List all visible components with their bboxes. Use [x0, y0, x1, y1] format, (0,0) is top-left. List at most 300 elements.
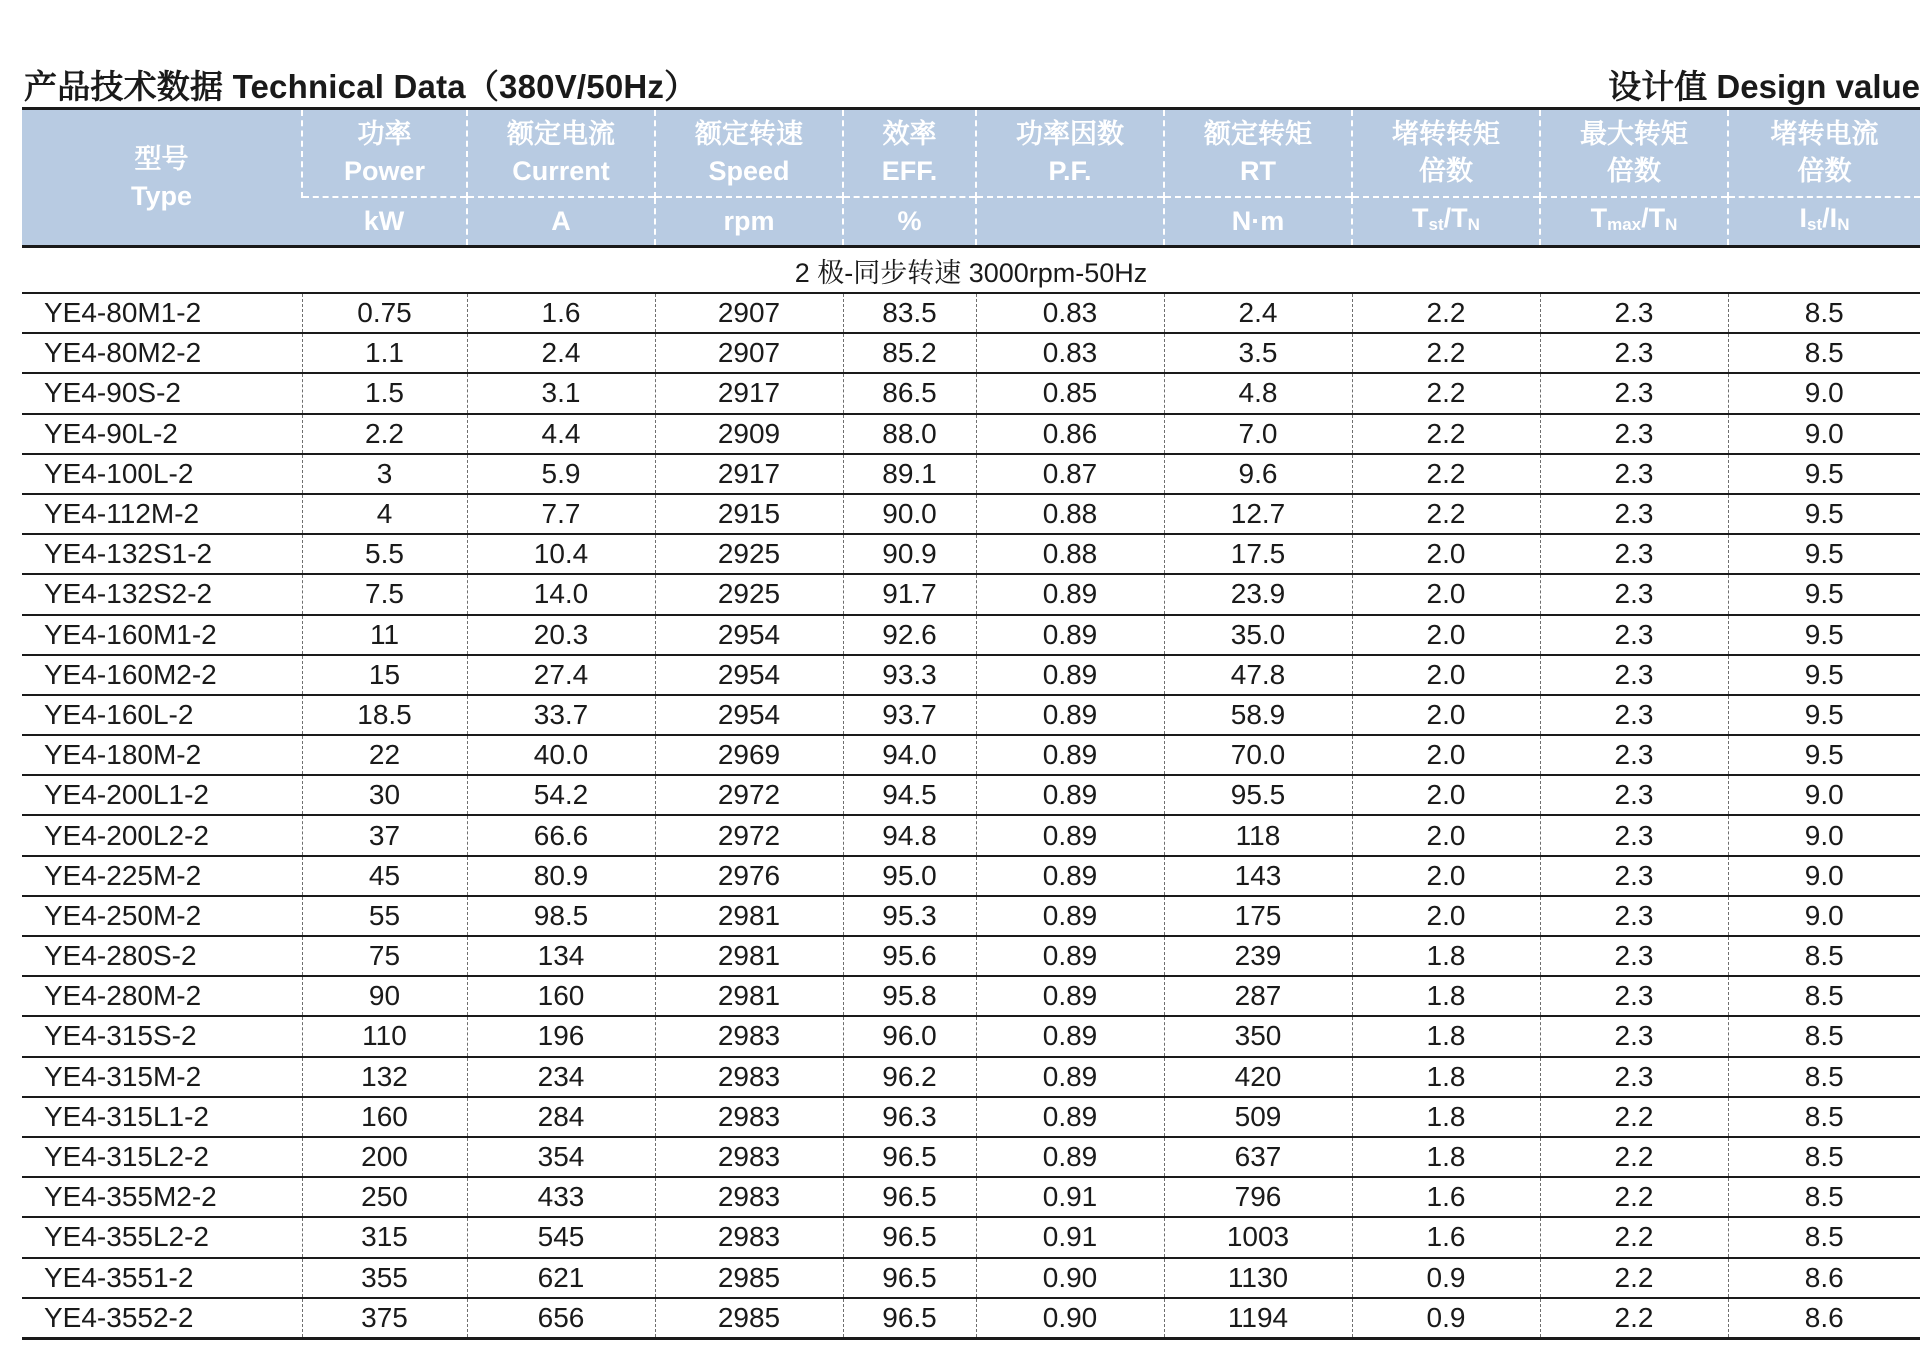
cell-power-factor: 0.89 — [976, 775, 1164, 815]
cell-efficiency-pct: 95.8 — [843, 976, 976, 1016]
cell-rated-torque: 143 — [1164, 856, 1352, 896]
col-header-locked-current-en: 倍数 — [1797, 156, 1852, 186]
table-row — [22, 293, 1920, 333]
cell-locked-current-ratio: 9.5 — [1728, 615, 1920, 655]
cell-rated-torque: 1130 — [1164, 1258, 1352, 1298]
cell-rated-torque: 58.9 — [1164, 695, 1352, 735]
cell-rated-torque: 637 — [1164, 1137, 1352, 1177]
cell-model-type: YE4-160M1-2 — [22, 615, 302, 655]
cell-efficiency-pct: 96.5 — [843, 1177, 976, 1217]
table-row — [22, 373, 1920, 413]
cell-rated-torque: 1003 — [1164, 1217, 1352, 1257]
cell-speed-rpm: 2954 — [655, 615, 843, 655]
cell-max-torque-ratio: 2.3 — [1540, 615, 1728, 655]
unit-locked-current-sub1: st — [1807, 215, 1823, 234]
cell-efficiency-pct: 94.0 — [843, 735, 976, 775]
cell-model-type: YE4-3552-2 — [44, 1301, 194, 1333]
cell-locked-torque-ratio: 2.2 — [1352, 454, 1540, 494]
cell-speed-rpm: 2907 — [655, 333, 843, 373]
cell-current-a: 5.9 — [467, 454, 655, 494]
col-header-max-torque — [1540, 109, 1728, 198]
cell-locked-current-ratio: 8.6 — [1728, 1258, 1920, 1298]
cell-speed-rpm: 2954 — [655, 695, 843, 735]
cell-max-torque-ratio: 2.2 — [1540, 1258, 1728, 1298]
technical-data-table — [22, 107, 1920, 1340]
cell-rated-torque: 350 — [1164, 1016, 1352, 1056]
cell-efficiency-pct: 96.5 — [843, 1298, 976, 1339]
col-header-efficiency-en: EFF. — [881, 156, 938, 186]
table-row — [22, 534, 1920, 574]
unit-locked-torque — [1352, 197, 1540, 247]
cell-speed-rpm: 2972 — [655, 815, 843, 855]
cell-model-type: YE4-280S-2 — [22, 936, 302, 976]
data-rows — [22, 293, 1920, 1338]
cell-locked-torque-ratio: 2.0 — [1352, 775, 1540, 815]
unit-rated-torque: N·m — [1164, 197, 1352, 247]
cell-current-a: 7.7 — [467, 494, 655, 534]
cell-efficiency-pct: 89.1 — [843, 454, 976, 494]
col-header-power-en: Power — [343, 156, 426, 186]
cell-locked-current-ratio: 8.5 — [1728, 1177, 1920, 1217]
technical-data-sheet — [22, 55, 1920, 1340]
cell-current-a: 433 — [467, 1177, 655, 1217]
col-header-locked-torque-en: 倍数 — [1419, 156, 1473, 186]
cell-power-kw: 160 — [302, 1097, 467, 1137]
cell-model-type: YE4-132S1-2 — [22, 534, 302, 574]
col-header-power-factor-en: P.F. — [1048, 156, 1092, 186]
cell-current-a: 545 — [467, 1217, 655, 1257]
cell-power-factor: 0.91 — [976, 1177, 1164, 1217]
cell-efficiency-pct: 92.6 — [843, 615, 976, 655]
cell-efficiency-pct: 94.8 — [843, 815, 976, 855]
cell-model-type: YE4-355L2-2 — [22, 1217, 302, 1257]
cell-rated-torque: 17.5 — [1164, 534, 1352, 574]
cell-power-kw: 200 — [302, 1137, 467, 1177]
cell-locked-torque-ratio: 2.2 — [1352, 293, 1540, 333]
cell-power-factor: 0.89 — [976, 1016, 1164, 1056]
col-header-type-cn: 型号 — [134, 143, 189, 174]
cell-efficiency-pct: 88.0 — [843, 414, 976, 454]
cell-power-kw: 1.5 — [302, 373, 467, 413]
unit-current: A — [467, 197, 655, 247]
cell-efficiency-pct: 94.5 — [843, 775, 976, 815]
title-row — [22, 55, 1920, 107]
table-row — [22, 1258, 1920, 1298]
group-row — [22, 247, 1920, 294]
cell-model-type: YE4-355M2-2 — [22, 1177, 302, 1217]
cell-rated-torque: 1194 — [1164, 1298, 1352, 1339]
cell-current-a: 80.9 — [467, 856, 655, 896]
unit-locked-torque-mid: /T — [1443, 203, 1468, 233]
cell-power-kw: 132 — [302, 1057, 467, 1097]
cell-power-kw: 4 — [302, 494, 467, 534]
cell-rated-torque: 3.5 — [1164, 333, 1352, 373]
cell-efficiency-pct: 96.3 — [843, 1097, 976, 1137]
table-row — [22, 695, 1920, 735]
cell-efficiency-pct: 83.5 — [843, 293, 976, 333]
cell-speed-rpm: 2954 — [655, 655, 843, 695]
table-row — [22, 574, 1920, 614]
cell-power-factor: 0.83 — [976, 293, 1164, 333]
group-label: 2 极-同步转速 3000rpm-50Hz — [22, 247, 1920, 294]
cell-max-torque-ratio: 2.3 — [1540, 373, 1728, 413]
col-header-speed — [655, 109, 843, 198]
cell-current-a: 160 — [467, 976, 655, 1016]
cell-current-a: 20.3 — [467, 615, 655, 655]
cell-rated-torque: 509 — [1164, 1097, 1352, 1137]
cell-max-torque-ratio: 2.3 — [1540, 454, 1728, 494]
cell-efficiency-pct: 91.7 — [843, 574, 976, 614]
col-header-current-en: Current — [512, 156, 610, 186]
col-header-efficiency-cn: 效率 — [882, 119, 937, 149]
unit-max-torque-main: T — [1590, 203, 1608, 233]
cell-power-kw: 0.75 — [302, 293, 467, 333]
cell-current-a: 40.0 — [467, 735, 655, 775]
cell-model-type: YE4-180M-2 — [22, 735, 302, 775]
cell-max-torque-ratio: 2.3 — [1540, 414, 1728, 454]
cell-locked-current-ratio: 9.0 — [1728, 414, 1920, 454]
cell-locked-torque-ratio: 2.0 — [1352, 655, 1540, 695]
cell-speed-rpm: 2983 — [655, 1016, 843, 1056]
cell-efficiency-pct: 96.5 — [843, 1137, 976, 1177]
cell-locked-current-ratio: 9.0 — [1728, 896, 1920, 936]
cell-model-type: YE4-112M-2 — [22, 494, 302, 534]
unit-locked-current-main: I — [1799, 203, 1808, 233]
cell-efficiency-pct: 90.0 — [843, 494, 976, 534]
cell-model-type: YE4-200L1-2 — [22, 775, 302, 815]
cell-current-a: 1.6 — [467, 293, 655, 333]
table-row — [22, 615, 1920, 655]
cell-current-a: 621 — [467, 1258, 655, 1298]
cell-locked-current-ratio: 8.5 — [1728, 936, 1920, 976]
cell-locked-torque-ratio: 2.2 — [1352, 373, 1540, 413]
cell-locked-current-ratio: 9.5 — [1728, 534, 1920, 574]
cell-locked-current-ratio: 9.5 — [1728, 655, 1920, 695]
cell-speed-rpm: 2972 — [655, 775, 843, 815]
cell-max-torque-ratio: 2.3 — [1540, 695, 1728, 735]
cell-power-kw: 30 — [302, 775, 467, 815]
cell-locked-current-ratio: 8.5 — [1728, 976, 1920, 1016]
cell-power-factor: 0.86 — [976, 414, 1164, 454]
cell-max-torque-ratio: 2.3 — [1540, 856, 1728, 896]
col-header-max-torque-en: 倍数 — [1607, 156, 1661, 186]
cell-locked-current-ratio: 9.0 — [1728, 775, 1920, 815]
unit-max-torque — [1540, 197, 1728, 247]
cell-current-a: 66.6 — [467, 815, 655, 855]
cell-efficiency-pct: 95.6 — [843, 936, 976, 976]
cell-max-torque-ratio: 2.2 — [1540, 1217, 1728, 1257]
cell-efficiency-pct: 95.3 — [843, 896, 976, 936]
cell-speed-rpm: 2981 — [655, 936, 843, 976]
col-header-power-cn: 功率 — [357, 119, 412, 149]
cell-speed-rpm: 2909 — [655, 414, 843, 454]
col-header-current — [467, 109, 655, 198]
cell-power-kw: 1.1 — [302, 333, 467, 373]
cell-max-torque-ratio: 2.3 — [1540, 1057, 1728, 1097]
cell-current-a: 196 — [467, 1016, 655, 1056]
cell-speed-rpm: 2983 — [655, 1177, 843, 1217]
cell-current-a: 234 — [467, 1057, 655, 1097]
table-row — [22, 735, 1920, 775]
cell-current-a: 14.0 — [467, 574, 655, 614]
cell-model-type: YE4-315L1-2 — [22, 1097, 302, 1137]
table-row — [22, 494, 1920, 534]
cell-power-factor: 0.89 — [976, 655, 1164, 695]
table-row — [22, 1137, 1920, 1177]
cell-locked-torque-ratio: 0.9 — [1352, 1298, 1540, 1339]
cell-current-a: 54.2 — [467, 775, 655, 815]
cell-speed-rpm: 2925 — [655, 534, 843, 574]
cell-max-torque-ratio: 2.3 — [1540, 333, 1728, 373]
table-row — [22, 414, 1920, 454]
cell-power-kw: 250 — [302, 1177, 467, 1217]
cell-model-type: YE4-315S-2 — [22, 1016, 302, 1056]
col-header-efficiency — [843, 109, 976, 198]
unit-locked-current — [1728, 197, 1920, 247]
unit-locked-torque-sub1: st — [1428, 215, 1444, 234]
cell-locked-torque-ratio: 1.8 — [1352, 1137, 1540, 1177]
unit-max-torque-mid: /T — [1641, 203, 1666, 233]
cell-max-torque-ratio: 2.3 — [1540, 655, 1728, 695]
cell-rated-torque: 420 — [1164, 1057, 1352, 1097]
cell-locked-torque-ratio: 2.0 — [1352, 735, 1540, 775]
unit-locked-torque-main: T — [1412, 203, 1429, 233]
unit-speed: rpm — [655, 197, 843, 247]
table-row — [22, 1097, 1920, 1137]
table-row — [22, 655, 1920, 695]
unit-locked-current-sub2: N — [1837, 215, 1850, 234]
cell-model-type: YE4-3551-2 — [22, 1258, 302, 1298]
cell-locked-torque-ratio: 2.0 — [1352, 896, 1540, 936]
table-row — [22, 1217, 1920, 1257]
col-header-max-torque-cn: 最大转矩 — [1580, 119, 1688, 149]
cell-max-torque-ratio: 2.3 — [1540, 815, 1728, 855]
cell-model-type: YE4-90L-2 — [22, 414, 302, 454]
cell-model-type: YE4-132S2-2 — [22, 574, 302, 614]
cell-current-a: 134 — [467, 936, 655, 976]
cell-power-factor: 0.89 — [976, 735, 1164, 775]
cell-locked-torque-ratio: 1.8 — [1352, 1057, 1540, 1097]
table-row — [22, 896, 1920, 936]
cell-power-kw: 55 — [302, 896, 467, 936]
cell-power-factor: 0.83 — [976, 333, 1164, 373]
cell-power-factor: 0.89 — [976, 856, 1164, 896]
cell-rated-torque: 118 — [1164, 815, 1352, 855]
cell-locked-current-ratio: 8.5 — [1728, 1097, 1920, 1137]
cell-power-kw: 18.5 — [302, 695, 467, 735]
cell-current-a: 3.1 — [467, 373, 655, 413]
cell-current-a: 2.4 — [467, 333, 655, 373]
cell-power-factor: 0.88 — [976, 494, 1164, 534]
cell-current-a: 4.4 — [467, 414, 655, 454]
cell-locked-current-ratio: 8.5 — [1728, 1137, 1920, 1177]
cell-locked-current-ratio: 8.6 — [1728, 1298, 1920, 1339]
cell-locked-torque-ratio: 1.6 — [1352, 1217, 1540, 1257]
cell-locked-current-ratio: 8.5 — [1728, 333, 1920, 373]
cell-model-type: YE4-80M1-2 — [22, 293, 302, 333]
cell-locked-torque-ratio: 2.0 — [1352, 615, 1540, 655]
cell-speed-rpm: 2985 — [655, 1298, 843, 1339]
cell-max-torque-ratio: 2.3 — [1540, 775, 1728, 815]
cell-max-torque-ratio: 2.3 — [1540, 574, 1728, 614]
cell-model-type: YE4-100L-2 — [22, 454, 302, 494]
cell-locked-current-ratio: 9.5 — [1728, 695, 1920, 735]
cell-max-torque-ratio: 2.3 — [1540, 293, 1728, 333]
cell-locked-current-ratio: 9.0 — [1728, 856, 1920, 896]
cell-locked-current-ratio: 8.5 — [1728, 293, 1920, 333]
cell-speed-rpm: 2976 — [655, 856, 843, 896]
cell-power-kw: 3 — [302, 454, 467, 494]
table-row — [22, 976, 1920, 1016]
table-row — [22, 454, 1920, 494]
cell-max-torque-ratio: 2.3 — [1540, 1016, 1728, 1056]
cell-power-factor: 0.89 — [976, 1057, 1164, 1097]
cell-power-factor: 0.89 — [976, 1097, 1164, 1137]
cell-power-factor: 0.89 — [976, 615, 1164, 655]
cell-power-factor: 0.88 — [976, 534, 1164, 574]
cell-speed-rpm: 2983 — [655, 1137, 843, 1177]
cell-model-type: YE4-280M-2 — [22, 976, 302, 1016]
cell-power-factor: 0.89 — [976, 936, 1164, 976]
cell-max-torque-ratio: 2.3 — [1540, 936, 1728, 976]
cell-power-kw: 22 — [302, 735, 467, 775]
cell-speed-rpm: 2983 — [655, 1057, 843, 1097]
cell-rated-torque: 95.5 — [1164, 775, 1352, 815]
table-row — [22, 1298, 1920, 1339]
col-header-type — [22, 109, 302, 247]
cell-efficiency-pct: 96.5 — [843, 1258, 976, 1298]
cell-locked-torque-ratio: 2.0 — [1352, 856, 1540, 896]
cell-current-a: 33.7 — [467, 695, 655, 735]
cell-model-type: YE4-225M-2 — [22, 856, 302, 896]
cell-model-type: YE4-160M2-2 — [22, 655, 302, 695]
cell-rated-torque: 12.7 — [1164, 494, 1352, 534]
cell-power-factor: 0.89 — [976, 815, 1164, 855]
cell-power-factor: 0.85 — [976, 373, 1164, 413]
unit-power-factor — [976, 197, 1164, 247]
cell-locked-current-ratio: 8.5 — [1728, 1057, 1920, 1097]
cell-locked-current-ratio: 9.5 — [1728, 454, 1920, 494]
cell-power-factor: 0.89 — [976, 574, 1164, 614]
cell-efficiency-pct: 93.7 — [843, 695, 976, 735]
col-header-locked-torque-cn: 堵转转矩 — [1392, 119, 1500, 149]
cell-speed-rpm: 2925 — [655, 574, 843, 614]
cell-locked-torque-ratio: 2.0 — [1352, 534, 1540, 574]
cell-power-kw: 75 — [302, 936, 467, 976]
cell-power-kw: 2.2 — [302, 414, 467, 454]
cell-locked-torque-ratio: 1.8 — [1352, 1097, 1540, 1137]
cell-speed-rpm: 2915 — [655, 494, 843, 534]
cell-speed-rpm: 2983 — [655, 1097, 843, 1137]
cell-speed-rpm: 2981 — [655, 896, 843, 936]
cell-max-torque-ratio: 2.2 — [1540, 1298, 1728, 1339]
cell-power-kw: 11 — [302, 615, 467, 655]
cell-model-type: YE4-90S-2 — [22, 373, 302, 413]
cell-current-a: 10.4 — [467, 534, 655, 574]
col-header-type-en: Type — [130, 180, 192, 211]
table-row — [22, 1057, 1920, 1097]
cell-locked-torque-ratio: 2.2 — [1352, 333, 1540, 373]
cell-rated-torque: 70.0 — [1164, 735, 1352, 775]
cell-rated-torque: 35.0 — [1164, 615, 1352, 655]
col-header-rated-torque-cn: 额定转矩 — [1204, 119, 1312, 149]
cell-power-kw: 375 — [302, 1298, 467, 1339]
table-row — [22, 1016, 1920, 1056]
table-row — [22, 333, 1920, 373]
cell-speed-rpm: 2981 — [655, 976, 843, 1016]
cell-locked-current-ratio: 8.5 — [1728, 1217, 1920, 1257]
cell-speed-rpm: 2985 — [655, 1258, 843, 1298]
cell-rated-torque: 175 — [1164, 896, 1352, 936]
cell-current-a: 98.5 — [467, 896, 655, 936]
cell-speed-rpm: 2917 — [655, 454, 843, 494]
cell-locked-current-ratio: 8.5 — [1728, 1016, 1920, 1056]
cell-efficiency-pct: 96.5 — [843, 1217, 976, 1257]
cell-locked-current-ratio: 9.5 — [1728, 735, 1920, 775]
cell-locked-torque-ratio: 1.8 — [1352, 936, 1540, 976]
cell-rated-torque: 239 — [1164, 936, 1352, 976]
cell-power-factor: 0.89 — [976, 896, 1164, 936]
cell-speed-rpm: 2917 — [655, 373, 843, 413]
cell-locked-torque-ratio: 2.0 — [1352, 815, 1540, 855]
table-row — [22, 775, 1920, 815]
cell-efficiency-pct: 96.2 — [843, 1057, 976, 1097]
col-header-speed-cn: 额定转速 — [695, 119, 803, 149]
table-row — [22, 856, 1920, 896]
cell-speed-rpm: 2907 — [655, 293, 843, 333]
cell-power-factor: 0.90 — [976, 1298, 1164, 1339]
cell-locked-torque-ratio: 0.9 — [1352, 1258, 1540, 1298]
cell-efficiency-pct: 96.0 — [843, 1016, 976, 1056]
col-header-rated-torque-en: RT — [1240, 156, 1276, 186]
cell-power-kw: 355 — [302, 1258, 467, 1298]
cell-power-kw: 45 — [302, 856, 467, 896]
cell-rated-torque: 4.8 — [1164, 373, 1352, 413]
cell-model-type: YE4-315M-2 — [22, 1057, 302, 1097]
page-title: 产品技术数据 Technical Data（380V/50Hz） — [24, 68, 698, 105]
cell-power-kw: 15 — [302, 655, 467, 695]
cell-max-torque-ratio: 2.3 — [1540, 976, 1728, 1016]
unit-locked-torque-sub2: N — [1467, 215, 1480, 234]
cell-rated-torque: 2.4 — [1164, 293, 1352, 333]
unit-efficiency: % — [843, 197, 976, 247]
unit-max-torque-sub2: N — [1665, 215, 1678, 234]
cell-locked-torque-ratio: 1.8 — [1352, 1016, 1540, 1056]
cell-rated-torque: 9.6 — [1164, 454, 1352, 494]
design-value-label: 设计值 Design value — [1608, 68, 1920, 105]
cell-max-torque-ratio: 2.3 — [1540, 896, 1728, 936]
table-row — [22, 1177, 1920, 1217]
header-row-labels — [22, 109, 1920, 198]
cell-locked-torque-ratio: 2.0 — [1352, 574, 1540, 614]
cell-locked-current-ratio: 9.5 — [1728, 574, 1920, 614]
cell-model-type: YE4-250M-2 — [22, 896, 302, 936]
cell-speed-rpm: 2969 — [655, 735, 843, 775]
cell-locked-current-ratio: 9.0 — [1728, 373, 1920, 413]
cell-current-a: 27.4 — [467, 655, 655, 695]
cell-max-torque-ratio: 2.3 — [1540, 494, 1728, 534]
unit-max-torque-sub1: max — [1607, 215, 1642, 234]
header-row-units — [22, 197, 1920, 247]
col-header-locked-torque — [1352, 109, 1540, 198]
cell-locked-torque-ratio: 1.8 — [1352, 976, 1540, 1016]
cell-power-factor: 0.90 — [976, 1258, 1164, 1298]
cell-locked-torque-ratio: 2.2 — [1352, 494, 1540, 534]
table-row — [22, 936, 1920, 976]
cell-power-factor: 0.91 — [976, 1217, 1164, 1257]
cell-efficiency-pct: 90.9 — [843, 534, 976, 574]
col-header-power — [302, 109, 467, 198]
